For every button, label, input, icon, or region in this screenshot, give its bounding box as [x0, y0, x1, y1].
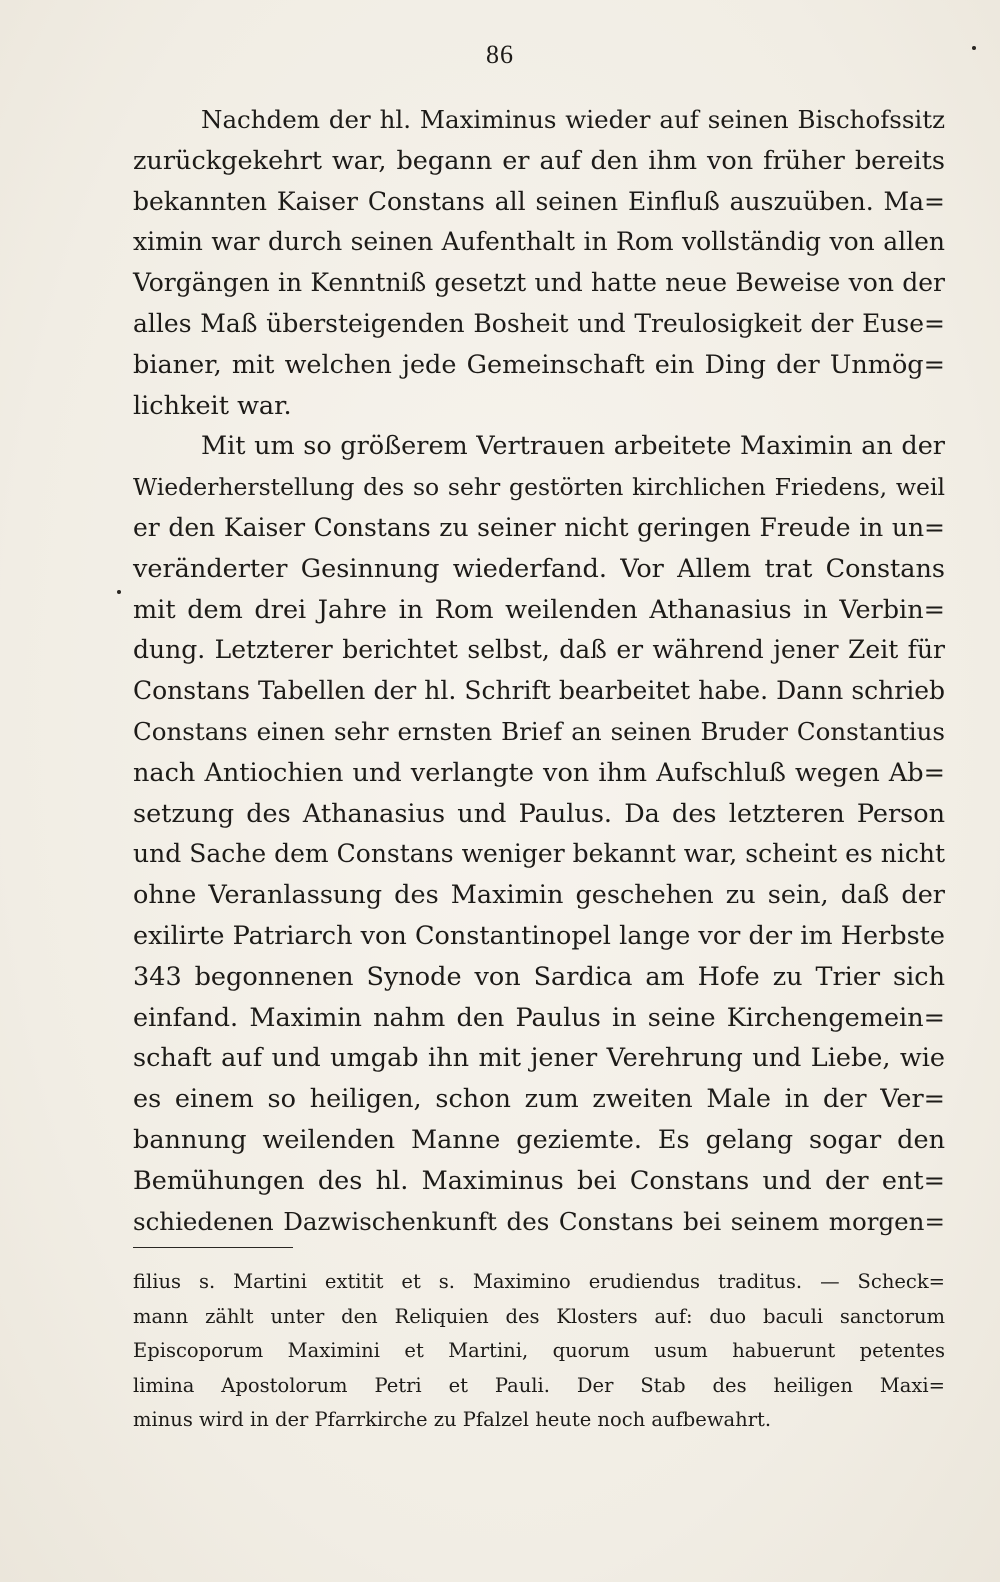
- footnote: [133, 1265, 945, 1438]
- text-line: bannung weilenden Manne geziemte. Es gelang sogar den: [133, 1124, 945, 1155]
- text-line: es einem so heiligen, schon zum zweiten Male in der Ver=: [133, 1084, 945, 1115]
- text-line: er den Kaiser Constans zu seiner nicht geringen Freude in un=: [133, 512, 945, 542]
- text-line: bekannten Kaiser Constans all seinen Einfluß auszuüben. Ma=: [133, 186, 945, 216]
- print-speck: [117, 590, 121, 594]
- text-line: exilirte Patriarch von Constantinopel lange vor der im Herbste: [133, 920, 945, 951]
- footnote-line: minus wird in der Pfarrkirche zu Pfalzel heute noch aufbewahrt.: [133, 1408, 772, 1431]
- footnote-line: Episcoporum Maximini et Martini, quorum usum habuerunt petentes: [133, 1339, 945, 1362]
- page-number: 86: [486, 40, 514, 69]
- text-line: Wiederherstellung des so sehr gestörten kirchlichen Friedens, weil: [133, 473, 945, 502]
- text-line: ximin war durch seinen Aufenthalt in Rom vollständig von allen: [133, 227, 945, 257]
- text-line: schaft auf und umgab ihn mit jener Verehrung und Liebe, wie: [133, 1043, 945, 1074]
- text-line: Constans Tabellen der hl. Schrift bearbeitet habe. Dann schrieb: [133, 676, 945, 706]
- print-speck: [972, 46, 976, 50]
- text-line: zurückgekehrt war, begann er auf den ihm von früher bereits: [133, 145, 945, 176]
- text-line: bianer, mit welchen jede Gemeinschaft ein Ding der Unmög=: [133, 349, 945, 380]
- text-line: ohne Veranlassung des Maximin geschehen zu sein, daß der: [133, 880, 945, 911]
- text-line: setzung des Athanasius und Paulus. Da des letzteren Person: [133, 798, 945, 829]
- footnote-line: limina Apostolorum Petri et Pauli. Der Stab des heiligen Maxi=: [133, 1373, 945, 1397]
- text-line: Bemühungen des hl. Maximinus bei Constans und der ent=: [133, 1165, 945, 1196]
- text-line: alles Maß übersteigenden Bosheit und Treulosigkeit der Euse=: [133, 308, 945, 338]
- text-line: Nachdem der hl. Maximinus wieder auf seinen Bischofssitz: [201, 105, 945, 134]
- text-line: Mit um so größerem Vertrauen arbeitete Maximin an der: [201, 431, 945, 462]
- footnote-rule: [133, 1247, 293, 1248]
- text-line: einfand. Maximin nahm den Paulus in seine Kirchengemein=: [133, 1002, 945, 1033]
- text-line: schiedenen Dazwischenkunft des Constans bei seinem morgen=: [133, 1206, 945, 1236]
- text-line: mit dem drei Jahre in Rom weilenden Athanasius in Verbin=: [133, 594, 945, 625]
- footnote-line: mann zählt unter den Reliquien des Klosters auf: duo baculi sanctorum: [133, 1304, 945, 1328]
- text-line: veränderter Gesinnung wiederfand. Vor Allem trat Constans: [133, 553, 945, 584]
- text-line: nach Antiochien und verlangte von ihm Aufschluß wegen Ab=: [133, 757, 945, 788]
- text-line: lichkeit war.: [133, 390, 292, 421]
- text-line: dung. Letzterer berichtet selbst, daß er während jener Zeit für: [133, 635, 945, 665]
- main-text: [133, 100, 945, 1242]
- text-line: Vorgängen in Kenntniß gesetzt und hatte neue Beweise von der: [133, 268, 945, 298]
- text-line: 343 begonnenen Synode von Sardica am Hofe zu Trier sich: [133, 961, 945, 992]
- text-line: und Sache dem Constans weniger bekannt war, scheint es nicht: [133, 839, 945, 869]
- footnote-line: filius s. Martini extitit et s. Maximino erudiendus traditus. — Scheck=: [133, 1270, 945, 1293]
- text-line: Constans einen sehr ernsten Brief an seinen Bruder Constantius: [133, 716, 945, 746]
